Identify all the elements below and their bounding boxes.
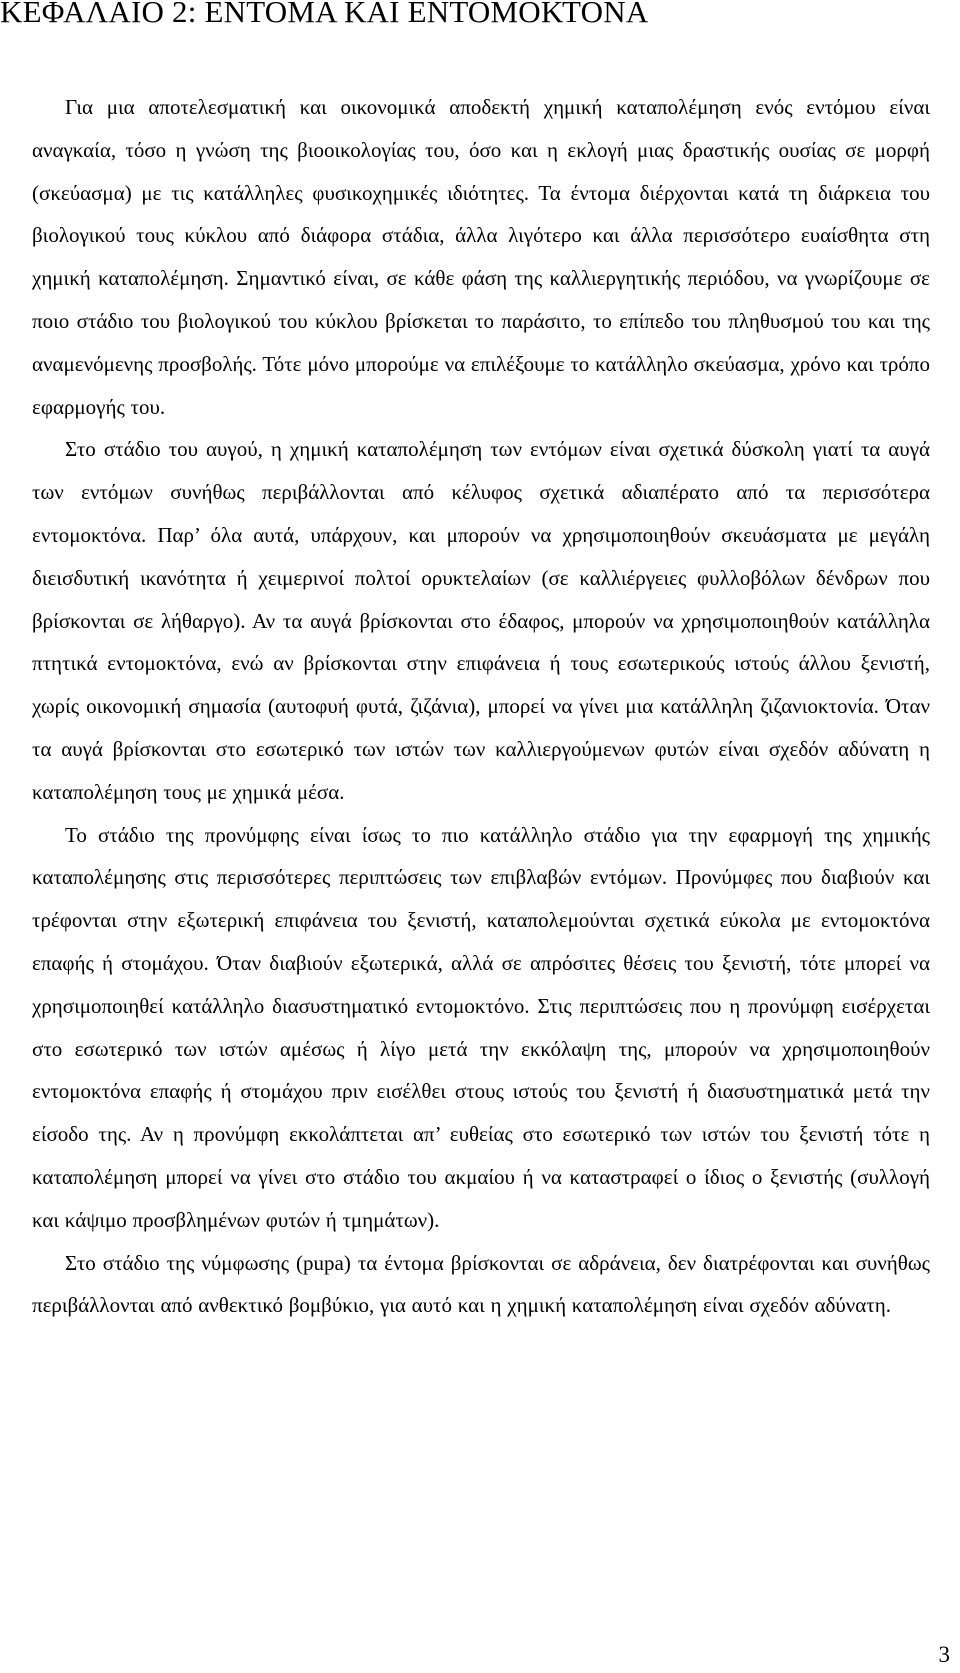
paragraph-pupa-stage: Στο στάδιο της νύμφωσης (pupa) τα έντομα βρίσκονται σε αδράνεια, δεν διατρέφονται και συνήθως περιβάλλονται από ανθεκτικό βομβύκιο, για αυτό και η χημική καταπολέμηση είναι σχεδόν αδύνατη. [32,1250,930,1318]
paragraph-larva-stage: Το στάδιο της προνύμφης είναι ίσως το πιο κατάλληλο στάδιο για την εφαρμογή της χημικής καταπολέμησης στις περισσότερες περιπτώσεις των επιβλαβών εντόμων. Προνύμφες που διαβιούν και τρέφονται στην εξωτερική επιφάνεια του ξενιστή, καταπολεμούνται σχετικά εύκολα με εντομοκτόνα επαφής ή στομάχου. Όταν διαβιούν εξωτερικά, αλλά σε απρόσιτες θέσεις του ξενιστή, τότε μπορεί να χρησιμοποιηθεί κατάλληλο διασυστηματικό εντομοκτόνο. Στις περιπτώσεις που η προνύμφη εισέρχεται στο εσωτερικό των ιστών αμέσως ή λίγο μετά την εκκόλαψη της, μπορούν να χρησιμοποιηθούν εντομοκτόνα επαφής ή στομάχου πριν εισέλθει στους ιστούς του ξενιστή ή διασυστηματικά μετά την είσοδο της. Αν η προνύμφη εκκολάπτεται απ’ ευθείας στο εσωτερικό των ιστών του ξενιστή τότε η καταπολέμηση μπορεί να γίνει στο στάδιο του ακμαίου ή να καταστραφεί ο ίδιος ο ξενιστής (συλλογή και κάψιμο προσβλημένων φυτών ή τμημάτων). [32,822,930,1232]
body-text [32,86,930,1327]
page-number: 3 [938,1642,950,1667]
chapter-title: ΚΕΦΑΛΑΙΟ 2: ΕΝΤΟΜΑ ΚΑΙ ΕΝΤΟΜΟΚΤΟΝΑ [0,0,649,29]
paragraph-insect-biology: Για μια αποτελεσματική και οικονομικά αποδεκτή χημική καταπολέμηση ενός εντόμου είναι αναγκαία, τόσο η γνώση της βιοοικολογίας του, όσο και η εκλογή μιας δραστικής ουσίας σε μορφή (σκεύασμα) με τις κατάλληλες φυσικοχημικές ιδιότητες. Τα έντομα διέρχονται κατά τη διάρκεια του βιολογικού τους κύκλου από διάφορα στάδια, άλλα λιγότερο και άλλα περισσότερο ευαίσθητα στη χημική καταπολέμηση. Σημαντικό είναι, σε κάθε φάση της καλλιεργητικής περιόδου, να γνωρίζουμε σε ποιο στάδιο του βιολογικού του κύκλου βρίσκεται το παράσιτο, το επίπεδο του πληθυσμού του και της αναμενόμενης προσβολής. Τότε μόνο μπορούμε να επιλέξουμε το κατάλληλο σκεύασμα, χρόνο και τρόπο εφαρμογής του. [32,95,930,419]
paragraph-egg-stage: Στο στάδιο του αυγού, η χημική καταπολέμηση των εντόμων είναι σχετικά δύσκολη γιατί τα αυγά των εντόμων συνήθως περιβάλλονται από κέλυφος σχετικά αδιαπέρατο από τα περισσότερα εντομοκτόνα. Παρ’ όλα αυτά, υπάρχουν, και μπορούν να χρησιμοποιηθούν σκευάσματα με μεγάλη διεισδυτική ικανότητα ή χειμερινοί πολτοί ορυκτελαίων (σε καλλιέργειες φυλλοβόλων δένδρων που βρίσκονται σε λήθαργο). Αν τα αυγά βρίσκονται στο έδαφος, μπορούν να χρησιμοποιηθούν κατάλληλα πτητικά εντομοκτόνα, ενώ αν βρίσκονται στην επιφάνεια ή τους εσωτερικούς ιστούς άλλου ξενιστή, χωρίς οικονομική σημασία (αυτοφυή φυτά, ζιζάνια), μπορεί να γίνει μια κατάλληλη ζιζανιοκτονία. Όταν τα αυγά βρίσκονται στο εσωτερικό των ιστών των καλλιεργούμενων φυτών είναι σχεδόν αδύνατη η καταπολέμηση τους με χημικά μέσα. [32,437,930,804]
